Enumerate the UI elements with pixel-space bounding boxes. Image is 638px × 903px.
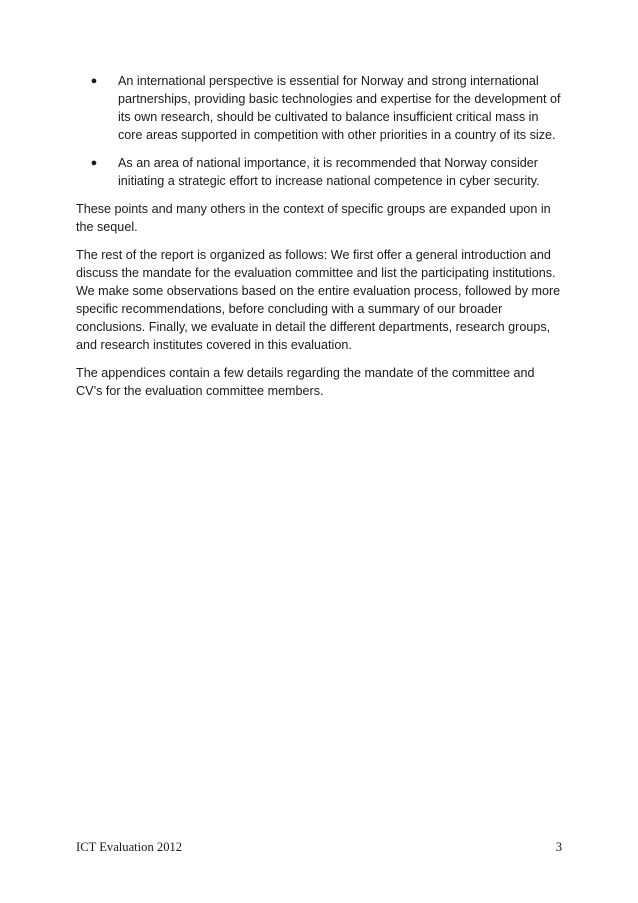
bullet-text: An international perspective is essential for Norway and strong international partnerships, providing basic technologies and expertise for the development of its own research, should be cultivated to balance insufficient critical mass in core areas supported in competition with other priorities in a country of its size. xyxy=(118,74,561,142)
bullet-item xyxy=(76,72,562,144)
bullet-item xyxy=(76,154,562,190)
paragraph: The appendices contain a few details regarding the mandate of the committee and CV’s for the evaluation committee members. xyxy=(76,366,535,398)
page-body xyxy=(76,72,562,410)
footer-title: ICT Evaluation 2012 xyxy=(76,840,183,854)
bullet-text: As an area of national importance, it is recommended that Norway consider initiating a strategic effort to increase national competence in cyber security. xyxy=(118,156,540,188)
bullet-list xyxy=(76,72,562,190)
page-footer xyxy=(76,840,562,855)
bullet-icon: ● xyxy=(90,75,98,87)
paragraph: These points and many others in the context of specific groups are expanded upon in the sequel. xyxy=(76,202,551,234)
paragraph: The rest of the report is organized as follows: We first offer a general introduction and discuss the mandate for the evaluation committee and list the participating institutions. We make some observations based on the entire evaluation process, followed by more specific recommendations, before concluding with a summary of our broader conclusions. Finally, we evaluate in detail the different departments, research groups, and research institutes covered in this evaluation. xyxy=(76,248,561,352)
bullet-icon: ● xyxy=(90,157,98,169)
page-number: 3 xyxy=(555,840,562,854)
